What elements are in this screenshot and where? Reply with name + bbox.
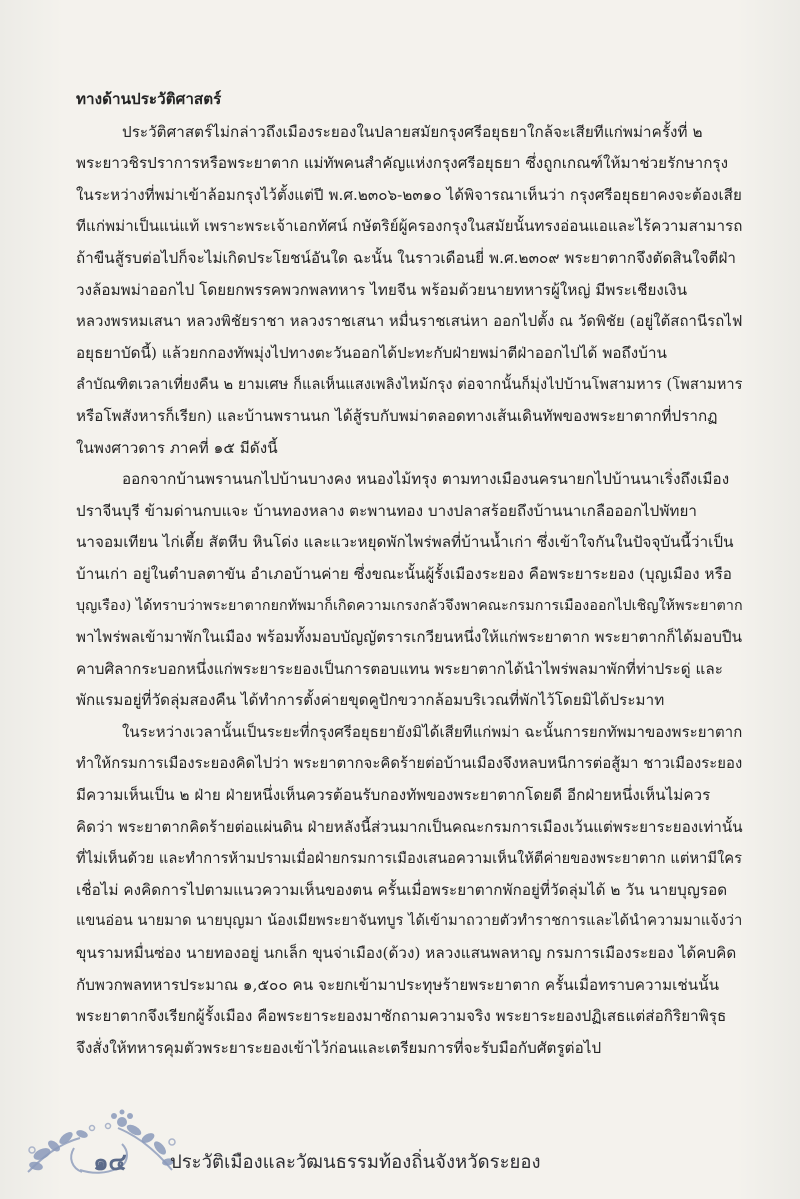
text-line: พักแรมอยู่ที่วัดลุ่มสองคืน ได้ทำการตั้งค่ายขุดคูปักขวากล้อมบริเวณที่พักไว้โดยมิได้ประมาท <box>76 691 665 710</box>
text-line: ทำให้กรมการเมืองระยองคิดไปว่า พระยาตากจะคิดร้ายต่อบ้านเมืองจึงหลบหนีการต่อสู้มา ชาวเมืองระยอง <box>76 755 743 773</box>
section-heading: ทางด้านประวัติศาสตร์ <box>76 90 222 108</box>
text-line: แขนอ่อน นายมาด นายบุญมา น้องเมียพระยาจันทบูร ได้เข้ามาถวายตัวทำราชการและได้นำความมาแจ้งว่า <box>76 913 743 930</box>
text-line: จึงสั่งให้ทหารคุมตัวพระยาระยองเข้าไว้ก่อนและเตรียมการที่จะรับมือกับศัตรูต่อไป <box>76 1038 602 1057</box>
text-line: กับพวกพลทหารประมาณ ๑,๕๐๐ คน จะยกเข้ามาประทุษร้ายพระยาตาก ครั้นเมื่อทราบความเช่นนั้น <box>76 975 720 994</box>
text-line: ที่ไม่เห็นด้วย และทำการห้ามปรามเมื่อฝ่ายกรมการเมืองเสนอความเห็นให้ตีค่ายของพระยาตาก แต่หามีใคร <box>76 850 743 868</box>
text-line: ในระหว่างที่พม่าเข้าล้อมกรุงไว้ตั้งแต่ปี พ.ศ.๒๓๐๖-๒๓๑๐ ได้พิจารณาเห็นว่า กรุงศรีอยุธยาคงจะต้องเสีย <box>76 185 742 204</box>
text-line: วงล้อมพม่าออกไป โดยยกพรรคพวกพลทหาร ไทยจีน พร้อมด้วยนายทหารผู้ใหญ่ มีพระเชียงเงิน <box>76 280 688 299</box>
page-footer <box>0 1108 800 1178</box>
book-title: ประวัติเมืองและวัฒนธรรมท้องถิ่นจังหวัดระยอง <box>170 1152 541 1173</box>
text-line: ทีแก่พม่าเป็นแน่แท้ เพราะพระเจ้าเอกทัศน์ กษัตริย์ผู้ครองกรุงในสมัยนั้นทรงอ่อนแอและไร้ความสามารถ <box>76 217 743 236</box>
text-line: หรือโพสังหารก็เรียก) และบ้านพรานนก ได้สู้รบกับพม่าตลอดทางเส้นเดินทัพของพระยาตากที่ปรากฏ <box>76 406 718 425</box>
text-line: ปราจีนบุรี ข้ามด่านกบแจะ บ้านทองหลาง ตะพานทอง บางปลาสร้อยถึงบ้านนาเกลือออกไปพัทยา <box>76 501 698 520</box>
text-line: นาจอมเทียน ไก่เตี้ย สัตหีบ หินโด่ง และแวะหยุดพักไพร่พลที่บ้านน้ำเก่า ซึ่งเข้าใจกันในปัจจุบันนี้ว่าเป็น <box>76 533 734 552</box>
text-line: พาไพร่พลเข้ามาพักในเมือง พร้อมทั้งมอบบัญญัตรารเกวียนหนึ่งให้แก่พระยาตาก พระยาตากก็ได้มอบปืน <box>76 628 743 647</box>
text-line: ลำบัณฑิตเวลาเที่ยงคืน ๒ ยามเศษ ก็แลเห็นแสงเพลิงไหม้กรุง ต่อจากนั้นก็มุ่งไปบ้านโพสามหาร (โพสามหาร <box>76 376 743 394</box>
text-line: บ้านเก่า อยู่ในตำบลตาขัน อำเภอบ้านค่าย ซึ่งขณะนั้นผู้รั้งเมืองระยอง คือพระยาระยอง (บุญเมือง หรือ <box>76 564 732 583</box>
text-line: คาบศิลากระบอกหนึ่งแก่พระยาระยองเป็นการตอบแทน พระยาตากได้นำไพร่พลมาพักที่ท่าประดู่ และ <box>76 659 723 678</box>
paragraph-3 <box>76 717 742 1065</box>
text-line: ถ้าขืนสู้รบต่อไปก็จะไม่เกิดประโยชน์อันใด ฉะนั้น ในราวเดือนยี่ พ.ศ.๒๓๐๙ พระยาตากจึงตัดสินใจตีฝ่า <box>76 248 736 267</box>
text-line: คิดว่า พระยาตากคิดร้ายต่อแผ่นดิน ฝ่ายหลังนี้ส่วนมากเป็นคณะกรมการเมืองเว้นแต่พระยาระยองเท่านั้น <box>76 817 743 836</box>
text-line: ออกจากบ้านพรานนกไปบ้านบางคง หนองไม้ทรุง ตามทางเมืองนครนายกไปบ้านนาเริ่งถึงเมือง <box>122 470 730 489</box>
text-line: ประวัติศาสตร์ไม่กล่าวถึงเมืองระยองในปลายสมัยกรุงศรีอยุธยาใกล้จะเสียทีแก่พม่าครั้งที่ ๒ <box>122 122 703 141</box>
text-line: ในพงศาวดาร ภาคที่ ๑๕ มีดังนี้ <box>76 438 278 457</box>
page-number: ๑๔ <box>93 1148 127 1176</box>
text-line: ในระหว่างเวลานั้นเป็นระยะที่กรุงศรีอยุธยายังมิได้เสียทีแก่พม่า ฉะนั้นการยกทัพมาของพระยาตาก <box>122 722 743 741</box>
page-body <box>76 84 742 1064</box>
text-line: บุญเรือง) ได้ทราบว่าพระยาตากยกทัพมาก็เกิดความเกรงกลัวจึงพาคณะกรมการเมืองออกไปเชิญให้พระยาตาก <box>76 597 743 614</box>
text-line: อยุธยาบัดนี้) แล้วยกกองทัพมุ่งไปทางตะวันออกได้ปะทะกับฝ่ายพม่าตีฝ่าออกไปได้ พอถึงบ้าน <box>76 343 667 362</box>
text-line: พระยาวชิรปราการหรือพระยาตาก แม่ทัพคนสำคัญแห่งกรุงศรีอยุธยา ซึ่งถูกเกณฑ์ให้มาช่วยรักษากรุง <box>76 154 729 173</box>
text-line: หลวงพรหมเสนา หลวงพิชัยราชา หลวงราชเสนา หมื่นราชเสน่หา ออกไปตั้ง ณ วัดพิชัย (อยู่ใต้สถานีรถไฟ <box>76 312 743 331</box>
text-line: ขุนรามหมื่นซ่อง นายทองอยู่ นกเล็ก ขุนจ่าเมือง(ด้วง) หลวงแสนพลหาญ กรมการเมืองระยอง ได้คบคิด <box>76 944 737 963</box>
text-line: เชื่อไม่ คงคิดการไปตามแนวความเห็นของตน ครั้นเมื่อพระยาตากพักอยู่ที่วัดลุ่มได้ ๒ วัน นายบุญรอด <box>76 880 728 899</box>
paragraph-2 <box>76 464 742 717</box>
text-line: มีความเห็นเป็น ๒ ฝ่าย ฝ่ายหนึ่งเห็นควรต้อนรับกองทัพของพระยาตากโดยดี อีกฝ่ายหนึ่งเห็นไม่ควร <box>76 786 711 805</box>
paragraph-1 <box>76 117 742 465</box>
text-line: พระยาตากจึงเรียกผู้รั้งเมือง คือพระยาระยองมาซักถามความจริง พระยาระยองปฏิเสธแต่ส่อกิริยาพิรุธ <box>76 1007 727 1026</box>
